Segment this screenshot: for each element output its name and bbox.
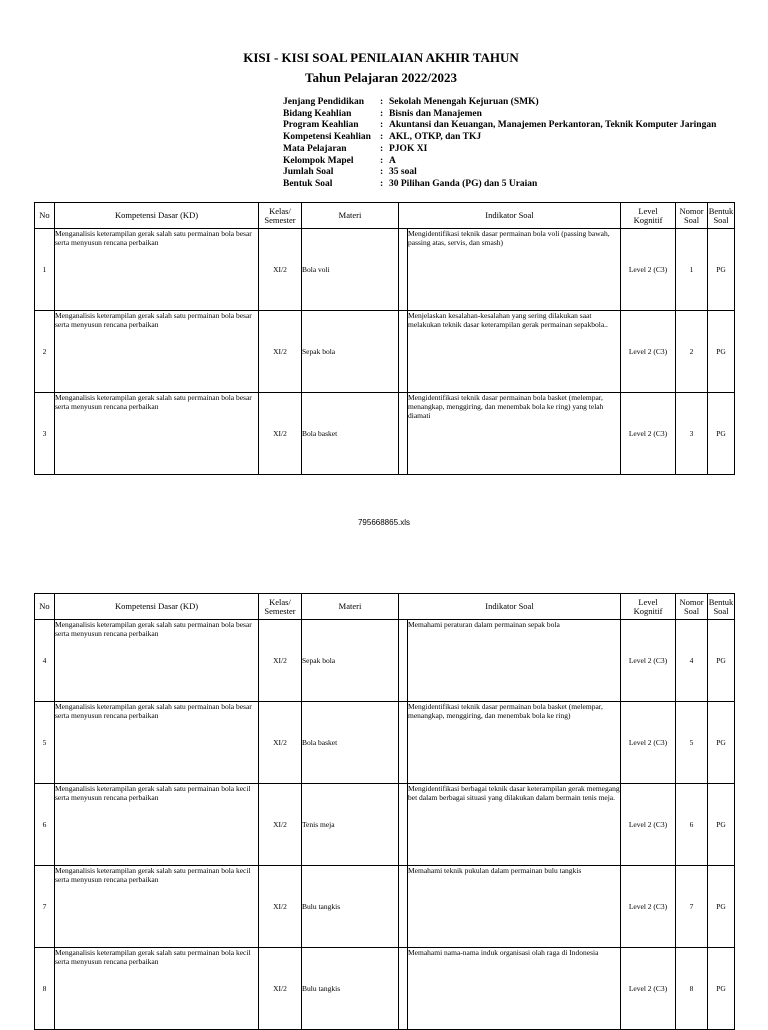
info-label: Jenjang Pendidikan <box>283 97 365 107</box>
cell-kd: Menganalisis keterampilan gerak salah satu permainan bola besar serta menyusun rencana perbaikan <box>55 311 259 393</box>
cell-level: Level 2 (C3) <box>621 702 676 784</box>
cell-kd: Menganalisis keterampilan gerak salah satu permainan bola besar serta menyusun rencana perbaikan <box>55 229 259 311</box>
cell-materi: Sepak bola <box>302 620 399 702</box>
info-label: Program Keahlian <box>283 120 359 131</box>
info-row <box>283 156 716 168</box>
cell-level: Level 2 (C3) <box>621 948 676 1030</box>
cell-kd: Menganalisis keterampilan gerak salah satu permainan bola besar serta menyusun rencana perbaikan <box>55 620 259 702</box>
cell-kelas: XI/2 <box>259 784 302 866</box>
info-row <box>283 132 716 144</box>
info-label: Bentuk Soal <box>283 178 333 189</box>
cell-spacer <box>399 866 408 948</box>
info-value: Sekolah Menengah Kejuruan (SMK) <box>389 97 539 107</box>
cell-indikator: Mengidentifikasi teknik dasar permainan bola voli (passing bawah, passing atas, servis, dan smash) <box>408 229 621 311</box>
info-block <box>283 97 716 191</box>
cell-kd: Menganalisis keterampilan gerak salah satu permainan bola kecil serta menyusun rencana perbaikan <box>55 866 259 948</box>
info-row <box>283 179 716 191</box>
info-value: 35 soal <box>389 167 417 178</box>
col-level-header: Level Kognitif <box>621 594 676 620</box>
info-label: Bidang Keahlian <box>283 108 352 119</box>
cell-bentuk: PG <box>708 702 735 784</box>
cell-materi: Bola basket <box>302 393 399 475</box>
col-kd-header: Kompetensi Dasar (KD) <box>55 203 259 229</box>
info-label: Kelompok Mapel <box>283 155 354 166</box>
cell-level: Level 2 (C3) <box>621 311 676 393</box>
cell-spacer <box>399 948 408 1030</box>
info-value: Akuntansi dan Keuangan, Manajemen Perkantoran, Teknik Komputer Jaringan <box>389 120 717 131</box>
cell-level: Level 2 (C3) <box>621 229 676 311</box>
cell-indikator: Mengidentifikasi berbagai teknik dasar keterampilan gerak memegang bet dalam berbagai situasi yang dilakukan dalam bermain tenis meja. <box>408 784 621 866</box>
info-row <box>283 120 716 132</box>
col-nomor-header: Nomor Soal <box>676 594 708 620</box>
table-row <box>35 393 735 475</box>
col-bentuk-header: Bentuk Soal <box>708 594 735 620</box>
info-colon: : <box>380 178 384 189</box>
cell-kelas: XI/2 <box>259 702 302 784</box>
cell-spacer <box>399 311 408 393</box>
table-row <box>35 866 735 948</box>
info-row <box>283 109 716 121</box>
cell-bentuk: PG <box>708 393 735 475</box>
col-indikator-header: Indikator Soal <box>399 203 621 229</box>
col-materi-header: Materi <box>302 203 399 229</box>
cell-kelas: XI/2 <box>259 866 302 948</box>
cell-level: Level 2 (C3) <box>621 866 676 948</box>
cell-bentuk: PG <box>708 866 735 948</box>
cell-materi: Bola voli <box>302 229 399 311</box>
table-header-row <box>35 203 735 229</box>
col-indikator-header: Indikator Soal <box>399 594 621 620</box>
cell-nomor: 5 <box>676 702 708 784</box>
cell-no: 6 <box>35 784 55 866</box>
cell-spacer <box>399 784 408 866</box>
info-value: A <box>389 155 396 166</box>
cell-kelas: XI/2 <box>259 620 302 702</box>
cell-bentuk: PG <box>708 620 735 702</box>
cell-no: 4 <box>35 620 55 702</box>
table-row <box>35 784 735 866</box>
info-row <box>283 167 716 179</box>
cell-kd: Menganalisis keterampilan gerak salah satu permainan bola besar serta menyusun rencana perbaikan <box>55 393 259 475</box>
info-colon: : <box>380 108 384 119</box>
cell-spacer <box>399 229 408 311</box>
cell-no: 5 <box>35 702 55 784</box>
col-bentuk-header: Bentuk Soal <box>708 203 735 229</box>
info-colon: : <box>380 132 384 143</box>
cell-spacer <box>399 702 408 784</box>
cell-kelas: XI/2 <box>259 229 302 311</box>
cell-indikator: Memahami nama-nama induk organisasi olah raga di Indonesia <box>408 948 621 1030</box>
cell-level: Level 2 (C3) <box>621 393 676 475</box>
cell-materi: Bulu tangkis <box>302 866 399 948</box>
info-colon: : <box>380 143 384 154</box>
cell-no: 7 <box>35 866 55 948</box>
cell-nomor: 4 <box>676 620 708 702</box>
cell-materi: Tenis meja <box>302 784 399 866</box>
cell-no: 8 <box>35 948 55 1030</box>
cell-materi: Bulu tangkis <box>302 948 399 1030</box>
cell-no: 1 <box>35 229 55 311</box>
kisi-table-1 <box>34 202 735 475</box>
col-no-header: No <box>35 203 55 229</box>
table-row <box>35 948 735 1030</box>
info-label: Mata Pelajaran <box>283 143 347 154</box>
cell-kd: Menganalisis keterampilan gerak salah satu permainan bola kecil serta menyusun rencana perbaikan <box>55 948 259 1030</box>
cell-kelas: XI/2 <box>259 393 302 475</box>
cell-kd: Menganalisis keterampilan gerak salah satu permainan bola besar serta menyusun rencana perbaikan <box>55 702 259 784</box>
info-colon: : <box>380 97 384 107</box>
cell-no: 3 <box>35 393 55 475</box>
info-value: AKL, OTKP, dan TKJ <box>389 132 482 143</box>
cell-kelas: XI/2 <box>259 948 302 1030</box>
info-row <box>283 144 716 156</box>
info-colon: : <box>380 155 384 166</box>
document-title: KISI - KISI SOAL PENILAIAN AKHIR TAHUN <box>243 50 519 65</box>
info-value: Bisnis dan Manajemen <box>389 108 482 119</box>
cell-kelas: XI/2 <box>259 311 302 393</box>
cell-indikator: Menjelaskan kesalahan-kesalahan yang sering dilakukan saat melakukan teknik dasar keterampilan gerak permainan sepakbola.. <box>408 311 621 393</box>
table-row <box>35 311 735 393</box>
cell-nomor: 3 <box>676 393 708 475</box>
info-label: Kompetensi Keahlian <box>283 132 371 143</box>
cell-no: 2 <box>35 311 55 393</box>
cell-nomor: 1 <box>676 229 708 311</box>
cell-bentuk: PG <box>708 948 735 1030</box>
col-no-header: No <box>35 594 55 620</box>
info-label: Jumlah Soal <box>283 167 334 178</box>
cell-bentuk: PG <box>708 229 735 311</box>
info-colon: : <box>380 167 384 178</box>
col-kelas-header: Kelas/ Semester <box>259 594 302 620</box>
file-name: 795668865.xls <box>357 518 411 527</box>
cell-spacer <box>399 393 408 475</box>
col-kelas-header: Kelas/ Semester <box>259 203 302 229</box>
col-level-header: Level Kognitif <box>621 203 676 229</box>
cell-indikator: Mengidentifikasi teknik dasar permainan bola basket (melempar, menangkap, menggiring, dan menembak bola ke ring) yang telah diamati <box>408 393 621 475</box>
cell-indikator: Memahami peraturan dalam permainan sepak bola <box>408 620 621 702</box>
col-nomor-header: Nomor Soal <box>676 203 708 229</box>
cell-materi: Bola basket <box>302 702 399 784</box>
table-row <box>35 229 735 311</box>
kisi-table-2 <box>34 593 735 1030</box>
cell-kd: Menganalisis keterampilan gerak salah satu permainan bola kecil serta menyusun rencana perbaikan <box>55 784 259 866</box>
cell-indikator: Mengidentifikasi teknik dasar permainan bola basket (melempar, menangkap, menggiring, dan menembak bola ke ring) <box>408 702 621 784</box>
cell-bentuk: PG <box>708 311 735 393</box>
cell-indikator: Memahami teknik pukulan dalam permainan bulu tangkis <box>408 866 621 948</box>
col-kd-header: Kompetensi Dasar (KD) <box>55 594 259 620</box>
col-materi-header: Materi <box>302 594 399 620</box>
cell-nomor: 8 <box>676 948 708 1030</box>
table-header-row <box>35 594 735 620</box>
table-row <box>35 620 735 702</box>
info-colon: : <box>380 120 384 131</box>
info-value: PJOK XI <box>389 143 428 154</box>
cell-spacer <box>399 620 408 702</box>
info-row <box>283 97 716 109</box>
table-row <box>35 702 735 784</box>
cell-bentuk: PG <box>708 784 735 866</box>
info-value: 30 Pilihan Ganda (PG) dan 5 Uraian <box>389 178 538 189</box>
cell-level: Level 2 (C3) <box>621 620 676 702</box>
cell-nomor: 2 <box>676 311 708 393</box>
cell-materi: Sepak bola <box>302 311 399 393</box>
cell-level: Level 2 (C3) <box>621 784 676 866</box>
cell-nomor: 7 <box>676 866 708 948</box>
cell-nomor: 6 <box>676 784 708 866</box>
document-subtitle: Tahun Pelajaran 2022/2023 <box>305 70 457 85</box>
